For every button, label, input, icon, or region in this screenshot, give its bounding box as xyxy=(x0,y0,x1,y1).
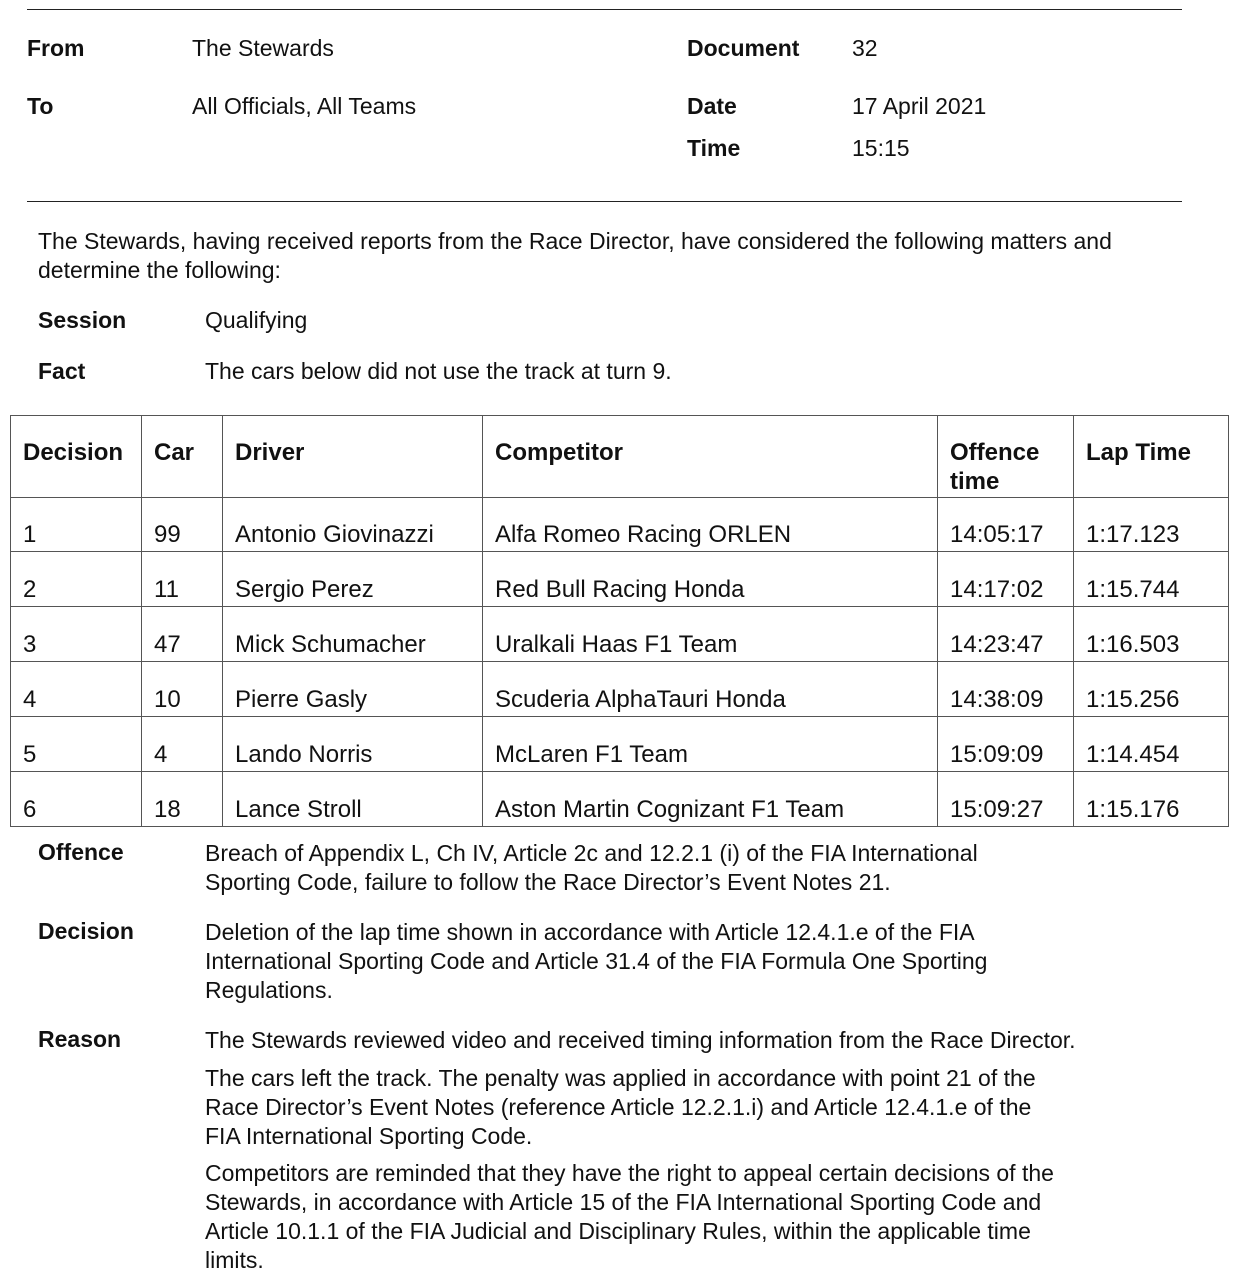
decision-cell: 1 xyxy=(11,498,142,552)
column-header: Decision xyxy=(11,416,142,498)
offence-time-cell: 14:38:09 xyxy=(938,662,1074,717)
time-value: 15:15 xyxy=(852,135,910,161)
session-value: Qualifying xyxy=(205,307,308,333)
table-header-row xyxy=(11,416,1229,498)
column-header: Car xyxy=(142,416,223,498)
column-header: Offence time xyxy=(938,416,1074,498)
table-row xyxy=(11,607,1229,662)
offence-time-cell: 15:09:27 xyxy=(938,772,1074,827)
competitor-cell: Uralkali Haas F1 Team xyxy=(483,607,938,662)
table-row xyxy=(11,662,1229,717)
lap-time-cell: 1:17.123 xyxy=(1074,498,1229,552)
column-header: Competitor xyxy=(483,416,938,498)
reason-p3-line: Stewards, in accordance with Article 15 of the FIA International Sporting Code and xyxy=(205,1189,1042,1215)
decision-cell: 4 xyxy=(11,662,142,717)
decision-line: International Sporting Code and Article 31.4 of the FIA Formula One Sporting xyxy=(205,948,988,974)
table-row xyxy=(11,552,1229,607)
offence-time-cell: 14:23:47 xyxy=(938,607,1074,662)
fact-value: The cars below did not use the track at turn 9. xyxy=(205,358,672,384)
offence-time-cell: 15:09:09 xyxy=(938,717,1074,772)
decision-line: Regulations. xyxy=(205,977,333,1003)
reason-p2-line: The cars left the track. The penalty was applied in accordance with point 21 of the xyxy=(205,1065,1036,1091)
decision-cell: 5 xyxy=(11,717,142,772)
driver-cell: Mick Schumacher xyxy=(223,607,483,662)
date-label: Date xyxy=(687,93,737,119)
header-top-rule xyxy=(27,9,1182,10)
competitor-cell: Alfa Romeo Racing ORLEN xyxy=(483,498,938,552)
car-cell: 11 xyxy=(142,552,223,607)
table-row xyxy=(11,498,1229,552)
from-label: From xyxy=(27,35,85,61)
decision-cell: 3 xyxy=(11,607,142,662)
driver-cell: Sergio Perez xyxy=(223,552,483,607)
car-cell: 18 xyxy=(142,772,223,827)
driver-cell: Lando Norris xyxy=(223,717,483,772)
driver-cell: Pierre Gasly xyxy=(223,662,483,717)
reason-p2-line: FIA International Sporting Code. xyxy=(205,1123,533,1149)
competitor-cell: Scuderia AlphaTauri Honda xyxy=(483,662,938,717)
lap-time-cell: 1:15.176 xyxy=(1074,772,1229,827)
driver-cell: Lance Stroll xyxy=(223,772,483,827)
reason-paragraph-1: The Stewards reviewed video and received timing information from the Race Director. xyxy=(205,1027,1076,1053)
time-label: Time xyxy=(687,135,741,161)
offences-table xyxy=(10,415,1229,827)
offence-label: Offence xyxy=(38,839,124,865)
decision-cell: 2 xyxy=(11,552,142,607)
car-cell: 47 xyxy=(142,607,223,662)
reason-p3-line: Competitors are reminded that they have the right to appeal certain decisions of the xyxy=(205,1160,1054,1186)
offence-line: Breach of Appendix L, Ch IV, Article 2c and 12.2.1 (i) of the FIA International xyxy=(205,840,978,866)
reason-label: Reason xyxy=(38,1026,122,1052)
document-label: Document xyxy=(687,35,800,61)
date-value: 17 April 2021 xyxy=(852,93,987,119)
car-cell: 4 xyxy=(142,717,223,772)
document-value: 32 xyxy=(852,35,878,61)
decision-cell: 6 xyxy=(11,772,142,827)
lap-time-cell: 1:15.256 xyxy=(1074,662,1229,717)
column-header: Lap Time xyxy=(1074,416,1229,498)
to-value: All Officials, All Teams xyxy=(192,93,417,119)
offence-time-cell: 14:05:17 xyxy=(938,498,1074,552)
decision-line: Deletion of the lap time shown in accordance with Article 12.4.1.e of the FIA xyxy=(205,919,975,945)
competitor-cell: McLaren F1 Team xyxy=(483,717,938,772)
table-row xyxy=(11,717,1229,772)
to-label: To xyxy=(27,93,54,119)
driver-cell: Antonio Giovinazzi xyxy=(223,498,483,552)
lap-time-cell: 1:14.454 xyxy=(1074,717,1229,772)
session-label: Session xyxy=(38,307,127,333)
reason-p3-line: Article 10.1.1 of the FIA Judicial and Disciplinary Rules, within the applicable time xyxy=(205,1218,1031,1244)
offence-time-cell: 14:17:02 xyxy=(938,552,1074,607)
competitor-cell: Red Bull Racing Honda xyxy=(483,552,938,607)
reason-p3-line: limits. xyxy=(205,1247,264,1273)
lap-time-cell: 1:15.744 xyxy=(1074,552,1229,607)
car-cell: 10 xyxy=(142,662,223,717)
from-value: The Stewards xyxy=(192,35,334,61)
car-cell: 99 xyxy=(142,498,223,552)
decision-label: Decision xyxy=(38,918,134,944)
fact-label: Fact xyxy=(38,358,86,384)
lap-time-cell: 1:16.503 xyxy=(1074,607,1229,662)
offence-line: Sporting Code, failure to follow the Race Director’s Event Notes 21. xyxy=(205,869,891,895)
column-header: Driver xyxy=(223,416,483,498)
competitor-cell: Aston Martin Cognizant F1 Team xyxy=(483,772,938,827)
intro-paragraph: The Stewards, having received reports from the Race Director, have considered the following matters and determine the following: xyxy=(38,228,1112,283)
header-bottom-rule xyxy=(27,201,1182,202)
table-row xyxy=(11,772,1229,827)
reason-p2-line: Race Director’s Event Notes (reference Article 12.2.1.i) and Article 12.4.1.e of the xyxy=(205,1094,1032,1120)
